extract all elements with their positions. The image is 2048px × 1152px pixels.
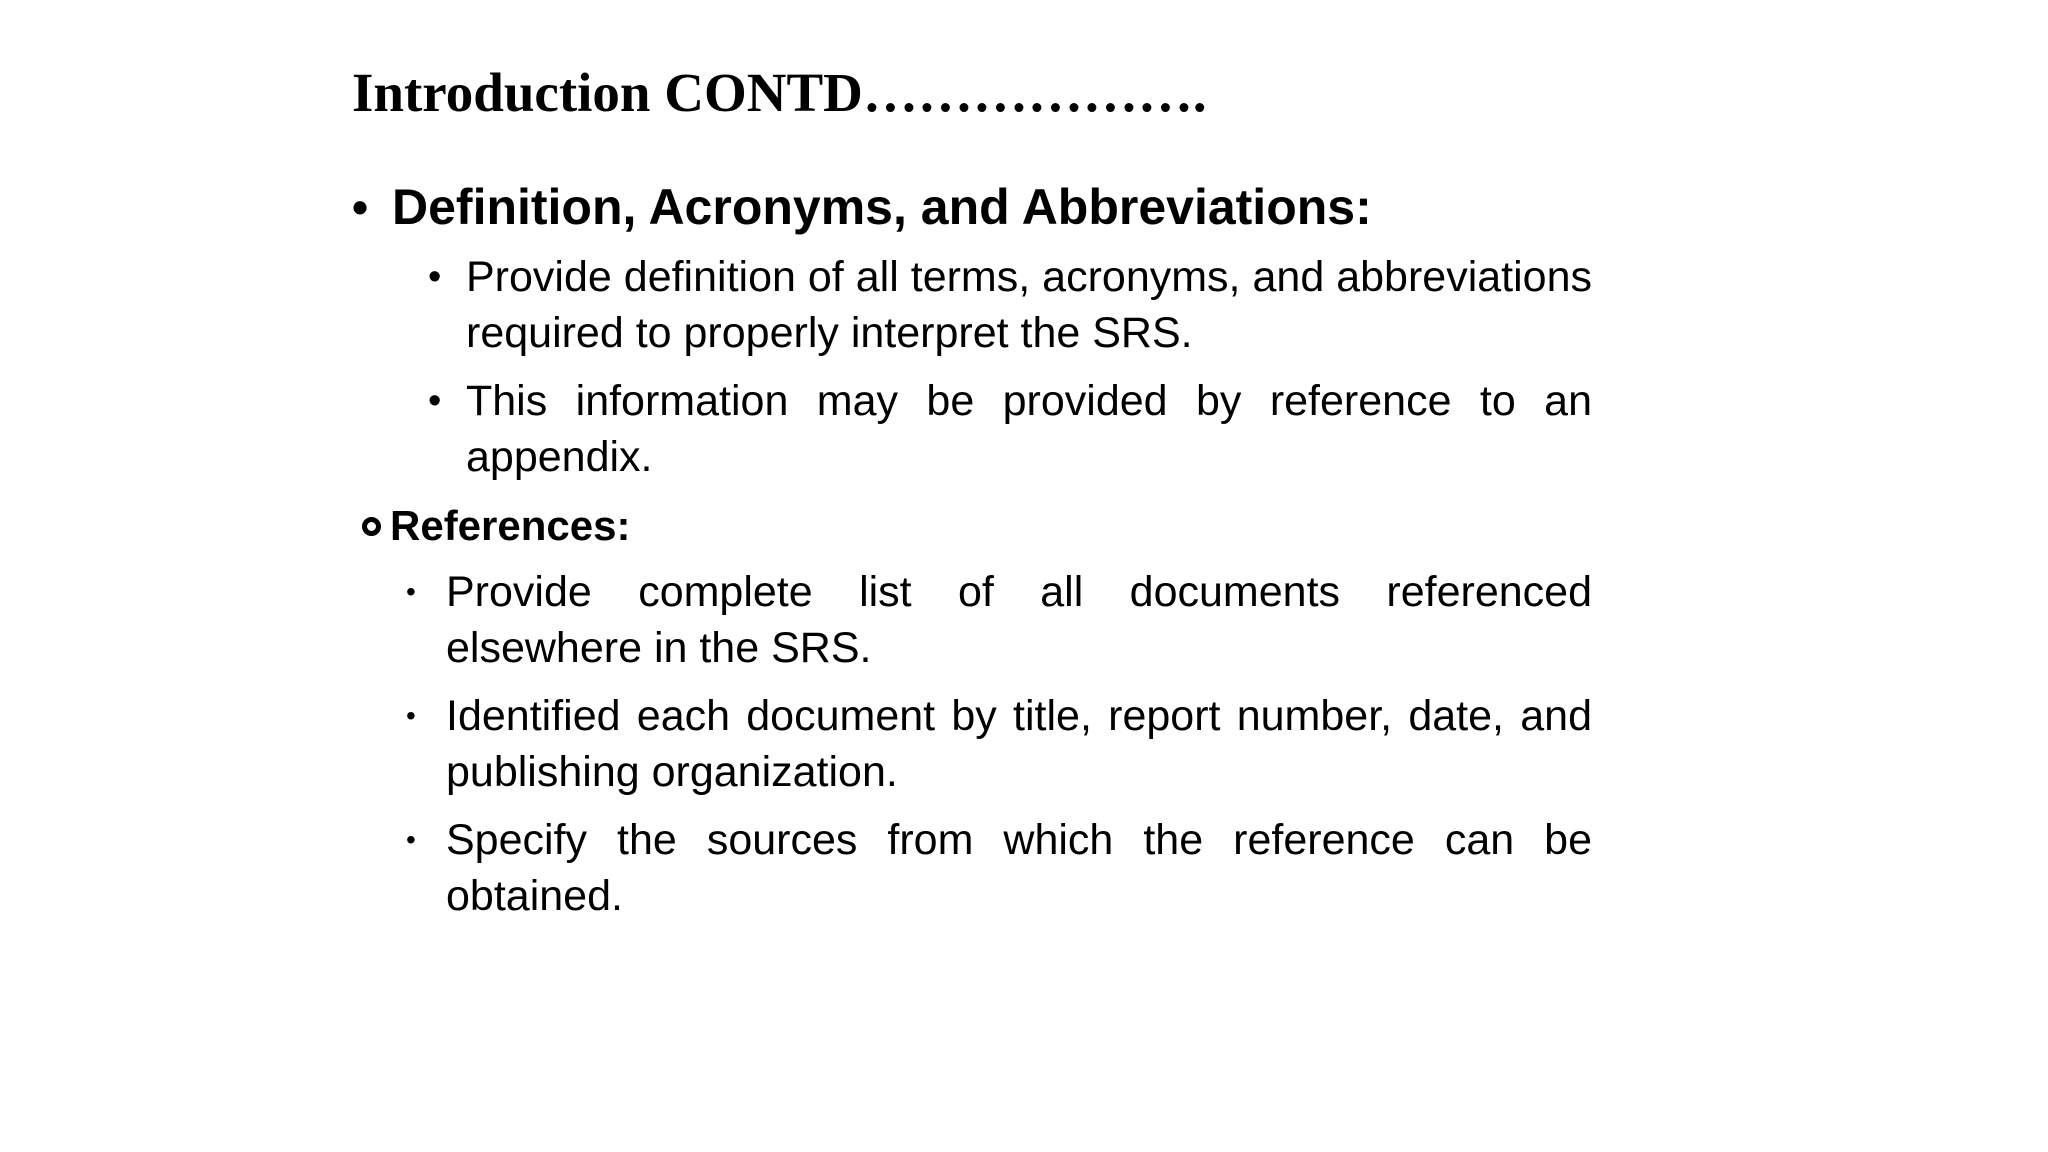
bullet-icon: • xyxy=(406,576,416,607)
slide-title: Introduction CONTD………………. xyxy=(352,62,1207,123)
list-item-text: This information may be provided by reference to an appendix. xyxy=(466,377,1592,481)
definitions-list xyxy=(352,249,1592,485)
definitions-heading-row xyxy=(352,175,1592,239)
bullet-icon: • xyxy=(428,256,442,298)
list-item-text: Identified each document by title, report number, date, and publishing organization. xyxy=(446,692,1592,796)
references-heading-row xyxy=(352,498,1592,554)
bullet-icon: • xyxy=(406,700,416,731)
list-item-text: Specify the sources from which the reference can be obtained. xyxy=(446,816,1592,920)
definitions-section xyxy=(352,175,1592,497)
list-item xyxy=(428,373,1592,485)
list-item-text: Provide complete list of all documents referenced elsewhere in the SRS. xyxy=(446,568,1592,672)
references-list xyxy=(352,564,1592,924)
references-section xyxy=(352,498,1592,936)
list-item xyxy=(406,688,1592,800)
list-item xyxy=(428,249,1592,361)
list-item xyxy=(406,812,1592,924)
list-item xyxy=(406,564,1592,676)
bullet-icon: • xyxy=(428,380,442,422)
ring-bullet-icon xyxy=(362,517,381,536)
bullet-icon: • xyxy=(352,181,369,233)
list-item-text: Provide definition of all terms, acronyms, and abbreviations required to properly interpret the SRS. xyxy=(466,253,1592,357)
bullet-icon: • xyxy=(406,824,416,855)
definitions-heading: Definition, Acronyms, and Abbreviations: xyxy=(392,179,1372,235)
references-heading: References: xyxy=(390,502,631,549)
